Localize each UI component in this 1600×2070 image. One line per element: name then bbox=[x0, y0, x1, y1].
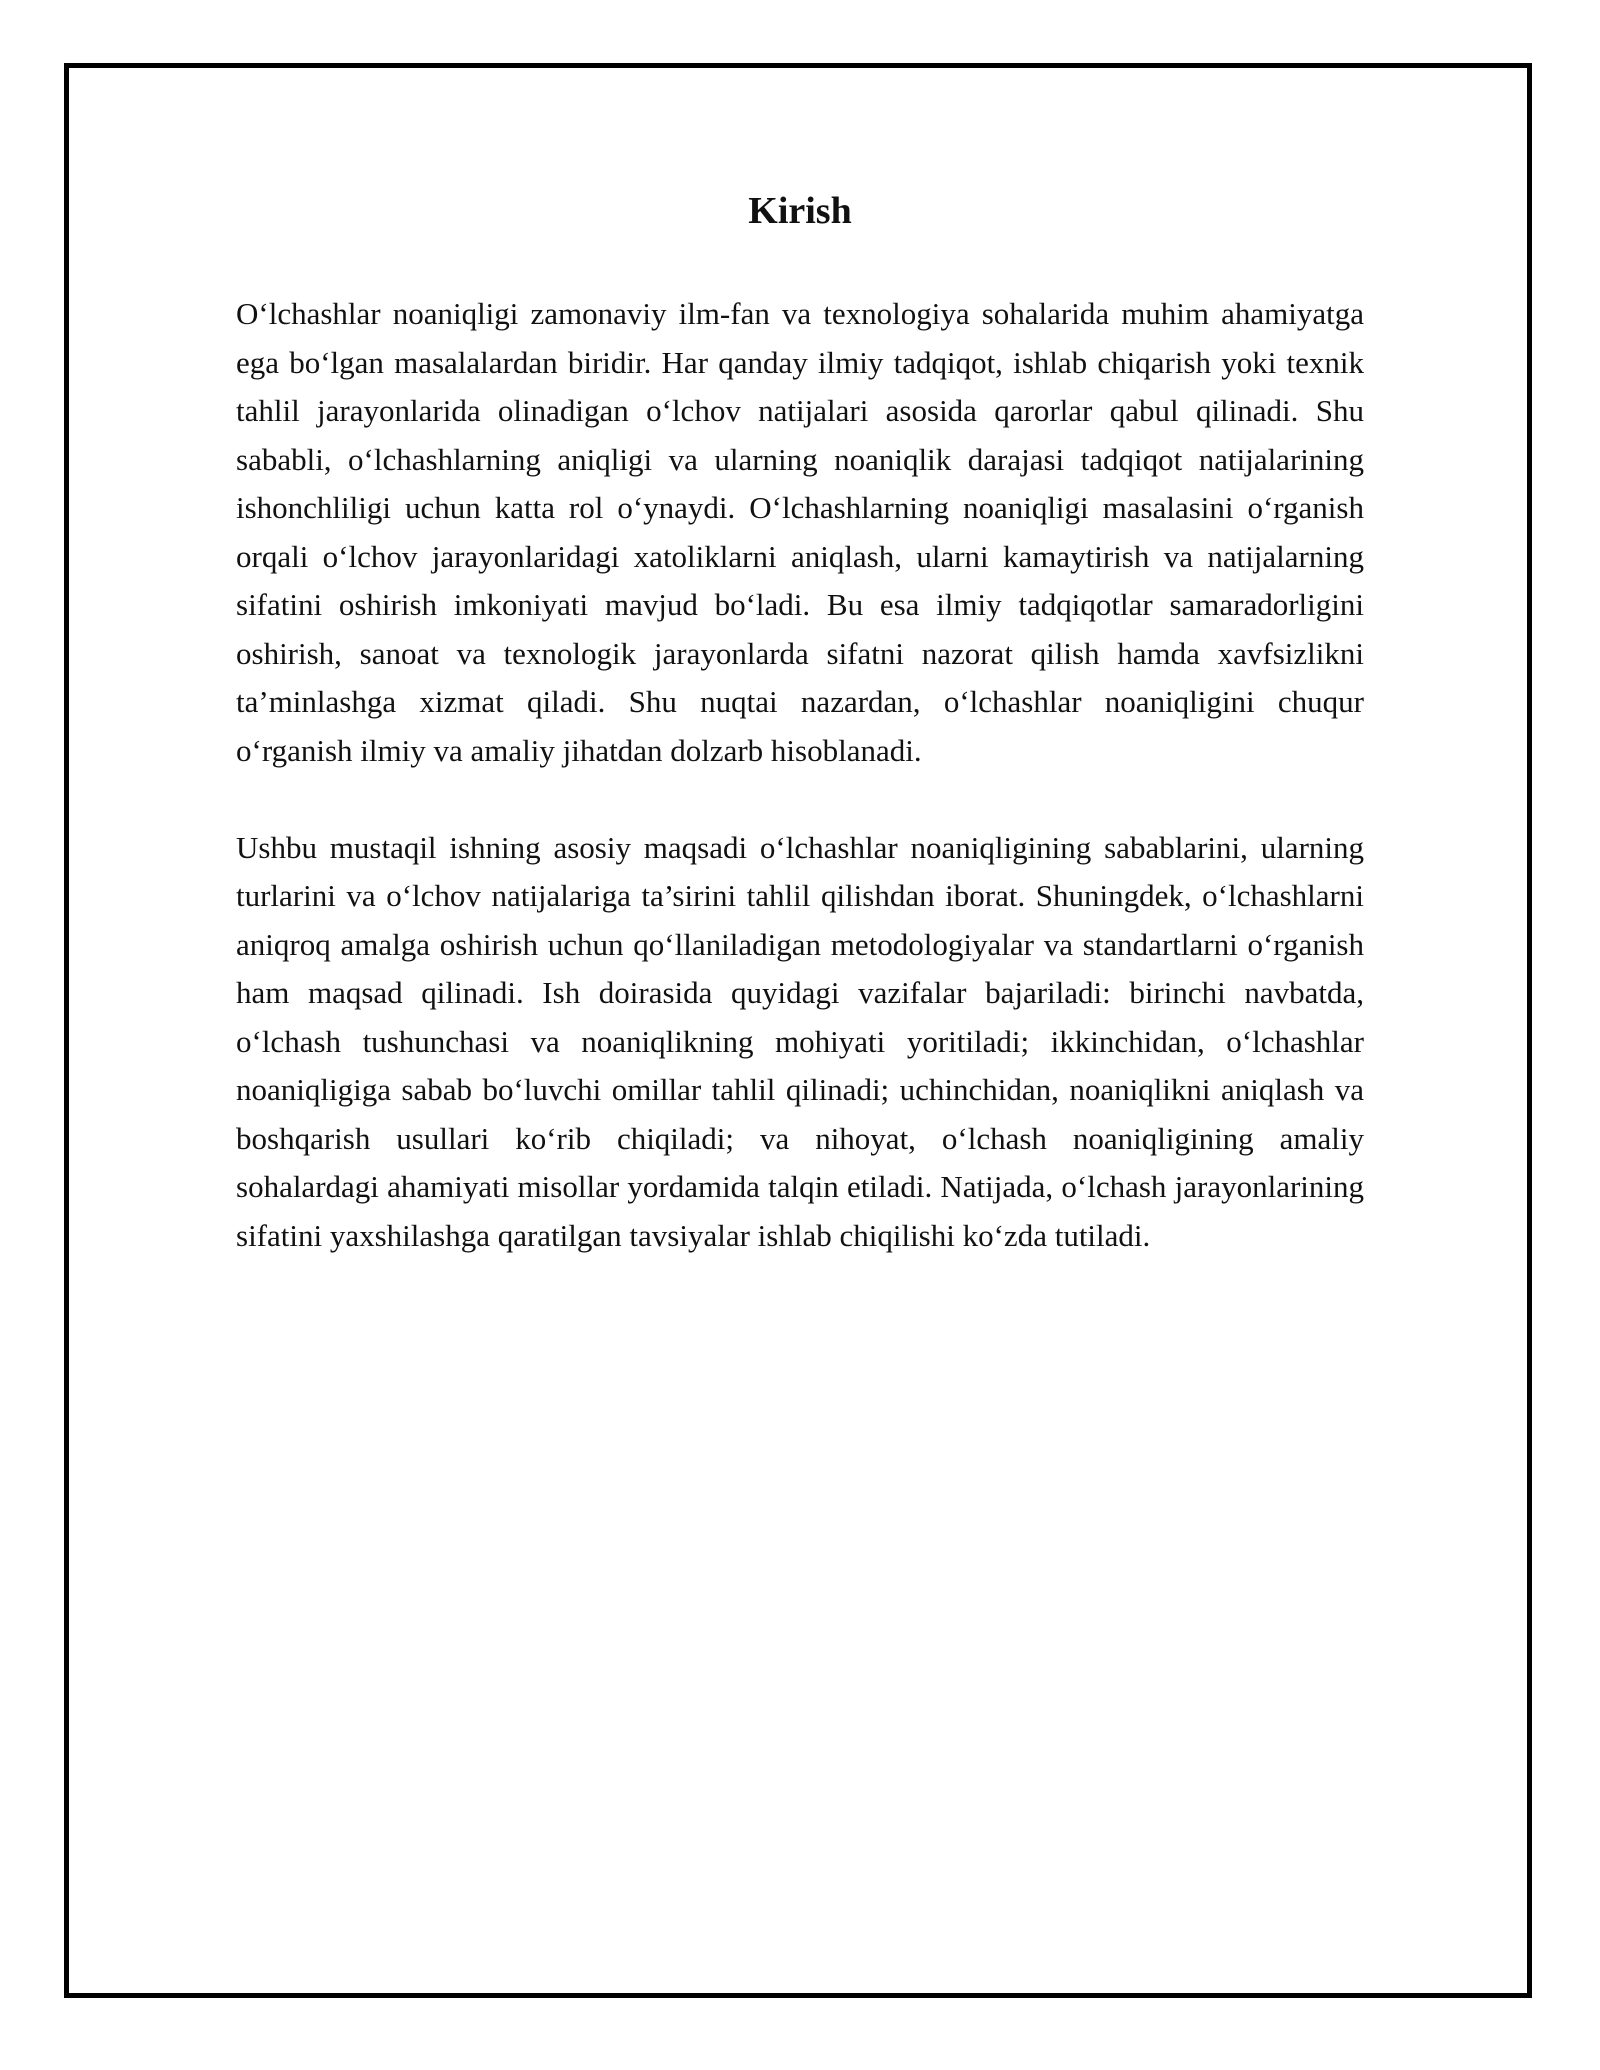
document-body bbox=[236, 290, 1364, 1309]
paragraph-1: O‘lchashlar noaniqligi zamonaviy ilm-fan va texnologiya sohalarida muhim ahamiyatga ega bo‘lgan masalalardan biridir. Har qanday ilmiy tadqiqot, ishlab chiqarish yoki texnik tahlil jarayonlarida olinadigan o‘lchov natijalari asosida qarorlar qabul qilinadi. Shu sababli, o‘lchashlarning aniqligi va ularning noaniqlik darajasi tadqiqot natijalarining ishonchliligi uchun katta rol o‘ynaydi. O‘lchashlarning noaniqligi masalasini o‘rganish orqali o‘lchov jarayonlaridagi xatoliklarni aniqlash, ularni kamaytirish va natijalarning sifatini oshirish imkoniyati mavjud bo‘ladi. Bu esa ilmiy tadqiqotlar samaradorligini oshirish, sanoat va texnologik jarayonlarda sifatni nazorat qilish hamda xavfsizlikni ta’minlashga xizmat qiladi. Shu nuqtai nazardan, o‘lchashlar noaniqligini chuqur o‘rganish ilmiy va amaliy jihatdan dolzarb hisoblanadi. bbox=[236, 296, 1364, 768]
page-title: Kirish bbox=[748, 190, 852, 232]
paragraph-2: Ushbu mustaqil ishning asosiy maqsadi o‘lchashlar noaniqligining sabablarini, ularning turlarini va o‘lchov natijalariga ta’sirini tahlil qilishdan iborat. Shuningdek, o‘lchashlarni aniqroq amalga oshirish uchun qo‘llaniladigan metodologiyalar va standartlarni o‘rganish ham maqsad qilinadi. Ish doirasida quyidagi vazifalar bajariladi: birinchi navbatda, o‘lchash tushunchasi va noaniqlikning mohiyati yoritiladi; ikkinchidan, o‘lchashlar noaniqligiga sabab bo‘luvchi omillar tahlil qilinadi; uchinchidan, noaniqlikni aniqlash va boshqarish usullari ko‘rib chiqiladi; va nihoyat, o‘lchash noaniqligining amaliy sohalardagi ahamiyati misollar yordamida talqin etiladi. Natijada, o‘lchash jarayonlarining sifatini yaxshilashga qaratilgan tavsiyalar ishlab chiqilishi ko‘zda tutiladi. bbox=[236, 829, 1364, 1253]
